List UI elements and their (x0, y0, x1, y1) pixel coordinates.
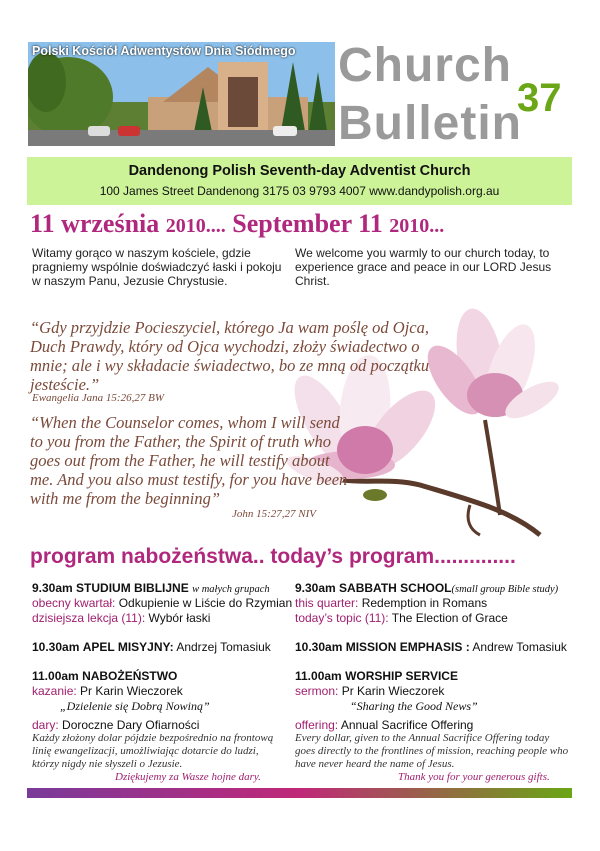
church-name: Dandenong Polish Seventh-day Adventist Church (128, 163, 471, 179)
en-offering-value: Annual Sacrifice Offering (340, 718, 474, 732)
scripture-ref-en: John 15:27,27 NIV (232, 508, 317, 520)
scripture-quote-pl: “Gdy przyjdzie Pocieszyciel, którego Ja wam poślę od Ojca, Duch Prawdy, który od Ojca wychodzi, złoży świadectwo o mnie; ale i wy składacie świadectwo, bo ze mną od początku jesteście.” (30, 318, 430, 394)
en-offering-label: offering: (295, 718, 339, 732)
en-ss-time: 9.30am (295, 581, 336, 595)
pl-apel-title: APEL MISYJNY: (82, 640, 174, 654)
pl-apel-person: Andrzej Tomasiuk (176, 640, 271, 654)
en-sabbath-school-line (295, 581, 558, 597)
en-offering-line (295, 718, 473, 732)
date-pl-day: 11 września (30, 209, 160, 238)
en-sermon-line (295, 684, 444, 698)
scripture-ref-pl: Ewangelia Jana 15:26,27 BW (32, 392, 164, 404)
en-quarter-line (295, 596, 487, 610)
program-heading: program nabożeństwa.. today’s program.............. (30, 545, 516, 568)
pl-sermon-label: kazanie: (32, 684, 77, 698)
footer-gradient-bar (27, 788, 572, 798)
en-service-title: WORSHIP SERVICE (345, 669, 458, 683)
en-quarter-label: this quarter: (295, 596, 359, 610)
pl-service-title: NABOŻEŃSTWO (82, 669, 178, 683)
en-ss-sub: (small group Bible study) (451, 584, 559, 595)
church-info-band (27, 157, 572, 205)
pl-service-time: 11.00am (32, 669, 79, 683)
church-photo (28, 42, 335, 146)
pl-sabbath-school-line (32, 581, 270, 597)
date-pl-year: 2010.... (165, 215, 226, 237)
scripture-quote-en: “When the Counselor comes, whom I will send to you from the Father, the Spirit of truth who goes out from the Father, he will testify about me. And you also must testify, for you have been with me from the beginning” (30, 413, 348, 508)
pl-quarter-line (32, 596, 292, 610)
pl-quarter-label: obecny kwartał: (32, 596, 116, 610)
en-sermon-title: “Sharing the Good News” (350, 699, 478, 713)
pl-quarter-value: Odkupienie w Liście do Rzymian (118, 596, 293, 610)
pl-lesson-line (32, 611, 210, 625)
pl-offering-line (32, 718, 199, 732)
bulletin-title-line2: Bulletin (338, 97, 522, 150)
en-apel-person: Andrew Tomasiuk (472, 640, 567, 654)
church-address: 100 James Street Dandenong 3175 03 9793 4007 www.dandypolish.org.au (99, 184, 500, 198)
date-en-day: September 11 (232, 209, 383, 238)
issue-number: 37 (517, 76, 562, 120)
bulletin-title-line1: Church (338, 39, 512, 92)
pl-sermon-person: Pr Karin Wieczorek (80, 684, 183, 698)
pl-apel-time: 10.30am (32, 640, 80, 654)
en-service-line (295, 669, 458, 683)
pl-mission-line (32, 640, 271, 654)
pl-sermon-line (32, 684, 183, 698)
en-offering-note: Every dollar, given to the Annual Sacrifice Offering today goes directly to the frontlines of mission, reaching people who have never heard the name of Jesus. (295, 732, 569, 770)
pl-service-line (32, 669, 177, 683)
en-thanks: Thank you for your generous gifts. (398, 771, 550, 783)
pl-sermon-title: „Dzielenie się Dobrą Nowiną” (60, 699, 210, 713)
en-lesson-value: The Election of Grace (391, 611, 508, 625)
date-en-year: 2010... (389, 215, 445, 237)
en-mission-line (295, 640, 567, 654)
en-ss-title: SABBATH SCHOOL (339, 581, 452, 595)
en-sermon-label: sermon: (295, 684, 339, 698)
pl-offering-label: dary: (32, 718, 59, 732)
pl-lesson-label: dzisiejsza lekcja (11): (32, 611, 146, 625)
en-apel-title: 10.30am MISSION EMPHASIS : (295, 640, 470, 654)
welcome-text-en: We welcome you warmly to our church today, to experience grace and peace in our LORD Jesus Christ. (295, 246, 552, 288)
en-lesson-label: today’s topic (11): (295, 611, 389, 625)
pl-thanks: Dziękujemy za Wasze hojne dary. (115, 771, 261, 783)
pl-offering-value: Doroczne Dary Ofiarności (62, 718, 200, 732)
en-service-time: 11.00am (295, 669, 342, 683)
pl-ss-sub: w małych grupach (192, 584, 270, 595)
pl-ss-time: 9.30am (32, 581, 73, 595)
pl-lesson-value: Wybór łaski (148, 611, 211, 625)
pl-ss-title: STUDIUM BIBLIJNE (76, 581, 189, 595)
en-quarter-value: Redemption in Romans (361, 596, 488, 610)
welcome-text-pl: Witamy gorąco w naszym kościele, gdzie pragniemy wspólnie doświadczyć łaski i pokoju w naszym Panu, Jezusie Chrystusie. (32, 246, 282, 288)
bulletin-date (30, 209, 444, 239)
en-sermon-person: Pr Karin Wieczorek (341, 684, 445, 698)
photo-caption: Polski Kościół Adwentystów Dnia Siódmego (32, 44, 296, 58)
pl-offering-note: Każdy złożony dolar pójdzie bezpośrednio na frontową linię ewangelizacji, umożliwiając dotarcie do ludzi, którzy nigdy nie słyszeli o Jezusie. (32, 732, 274, 770)
en-lesson-line (295, 611, 508, 625)
